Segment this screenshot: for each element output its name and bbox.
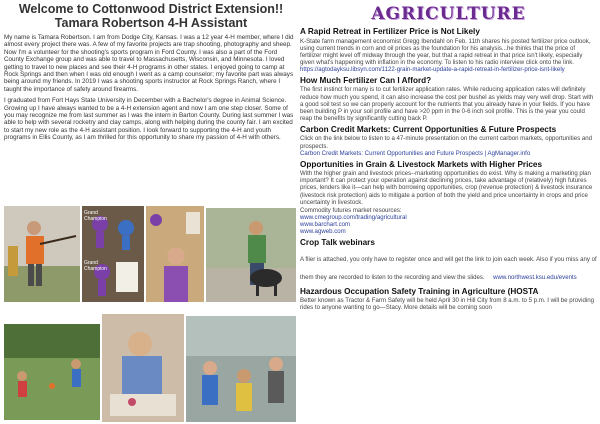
section-hosta: [300, 287, 597, 312]
section-hosta-body: Better known as Tractor & Farm Safety will be held April 30 in Hill City from 8 a.m. to 5 p.m. I will be providing rides to anyone wanting to go—Stacy. More details will be coming soon: [300, 297, 594, 312]
section-fertilizer-afford: [300, 76, 597, 122]
bio-paragraph-2: I graduated from Fort Hays State University in December with a Bachelor's degree in Animal Science. Growing up I have always wanted to be a 4-H extension agent and now I am one step closer. Some of you may recognize me from last summer as I was the intern in Barton County. During last summer I was able to help with several rocketry and clay camps, along with helping during the county fair. I am excited to start my new role as the 4-H assistant position. I look forward to supporting the 4-H and youth programs in Ellis County, as I am thrilled for this opportunity to share my passion of 4-H with others.: [4, 97, 294, 142]
welcome-column: [4, 2, 298, 142]
section-fertilizer-price: [300, 27, 597, 73]
fertilizer-interview-link[interactable]: https://agtodayksu.libsyn.com/1122-grain-market-update-a-rapid-retreat-in-fertilizer-price-isnt-likely: [300, 65, 565, 73]
northwest-events-link[interactable]: www.northwest.ksu.edu/events: [493, 273, 577, 281]
photo-trap-shooting-image: [4, 206, 80, 302]
ribbon-label-1: Grand Champion: [84, 210, 107, 222]
photo-girl-with-ribbon-image: [146, 206, 204, 302]
barchart-link[interactable]: www.barchart.com: [300, 220, 351, 228]
section-grain-livestock-title: Opportunities in Grain & Livestock Markets with Higher Prices: [300, 159, 543, 169]
section-crop-talk-title: Crop Talk webinars: [300, 238, 375, 248]
section-grain-livestock-body: With the higher grain and livestock prices--marketing opportunities do exist. Why is making a marketing plan important? It can protect your operation against declining prices, take advantage of (relatively) high futures prices, lenders like it—can help with borrowing opportunities, crop (revenue protection) & livestock insurance (livestock risk protection) aids to mitigate a portion of both the yield and price uncertainty in crops and price uncertainty in livestock.: [300, 170, 593, 206]
photo-craft-activity: [102, 314, 184, 422]
photo-collage: [4, 206, 296, 422]
photo-girl-with-ribbon: [146, 206, 204, 302]
photo-youth-group: [186, 316, 296, 422]
welcome-title: Welcome to Cottonwood District Extension!!: [18, 2, 284, 16]
photo-sheep-show-image: [206, 208, 296, 302]
photo-camp-outdoor-image: [4, 324, 100, 420]
photo-youth-group-image: [186, 316, 296, 422]
section-fertilizer-afford-title: How Much Fertilizer Can I Afford?: [300, 75, 432, 85]
section-crop-talk-body: A flier is attached, you only have to register once and will get the link to join each week. Also if you miss any of them they are recorded to listen to the recording and view the slides.: [300, 255, 597, 281]
section-grain-livestock: [300, 160, 597, 235]
bio-paragraph-1: My name is Tamara Robertson. I am from Dodge City, Kansas. I was a 12 year 4-H member, where I did almost every project there was. A few of my favorite projects are trap shooting, photography and sheep. Now I'm a volunteer for the shooting's sports program in Ford County. I was also a part of the Ford County Exchange group and was able to travel to Massachusetts, Wisconsin, and Minnesota. I loved getting to travel to new places and see their 4-H programs in other states. I enjoyed going to camp at Rock Springs and then when I was old enough I went as a camp counselor; my favorite part was always being around my friends. In 2019 I was a shooting sports instructor at Rock Springs Ranch, where I taught the importance of safety around firearms.: [4, 34, 294, 93]
photo-sheep-show: [206, 208, 296, 302]
carbon-credit-link[interactable]: Carbon Credit Markets: Current Opportunities and Future Prospects | AgManager.info: [300, 149, 531, 157]
section-fertilizer-price-title: A Rapid Retreat in Fertilizer Price is Not Likely: [300, 27, 480, 36]
section-fertilizer-price-body: K-State farm management economist Gregg Ibendahl on Feb. 11th shares his posted fertilizer price outlook, using current trends in corn and oil prices as the foundation for his analysis...he thinks that the price of fertilizer might level off midway through the year, but that a rapid retreat in that price isn't likely, especially given what's happening with inflation in the economy. To listen to his radio interview click onto the link.: [300, 37, 591, 66]
agriculture-column: [300, 0, 597, 311]
assistant-title: Tamara Robertson 4-H Assistant: [54, 16, 248, 30]
agriculture-masthead: AGRICULTURE: [371, 4, 526, 24]
section-carbon-credit-title: Carbon Credit Markets: Current Opportunities & Future Prospects: [300, 124, 557, 134]
photo-ribbons: [82, 206, 144, 302]
photo-craft-activity-image: [102, 314, 184, 422]
section-fertilizer-afford-body: The first instinct for many is to cut fertilizer application rates. While reducing application rates will definitely reduce how much you spend, it can also increase the cost per bushel as yields may very well drop. Start with a good soil test so we can properly account for the nutrients that you already have in your fields. If you have been building P in your soil profile and have >20 ppm in the 0-6 inch soil profile. This is the year you could reap the benefits by significantly cutting back P.: [300, 86, 594, 122]
photo-camp-outdoor: [4, 324, 100, 420]
cmegroup-link[interactable]: www.cmegroup.com/trading/agricultural: [300, 213, 407, 221]
photo-trap-shooting: [4, 206, 80, 302]
section-carbon-credit: [300, 125, 597, 157]
section-hosta-title: Hazardous Occupation Safety Training in Agriculture (HOSTA: [300, 286, 539, 296]
futures-resources-label: Commodity futures market resources:: [300, 206, 402, 214]
section-crop-talk: [300, 238, 597, 284]
ribbon-label-2: Grand Champion: [84, 260, 107, 272]
agweb-link[interactable]: www.agweb.com: [300, 227, 346, 235]
section-carbon-credit-body: Click on the link below to listen to a 47-minute presentation on the current carbon markets, opportunities and prospects.: [300, 135, 592, 150]
